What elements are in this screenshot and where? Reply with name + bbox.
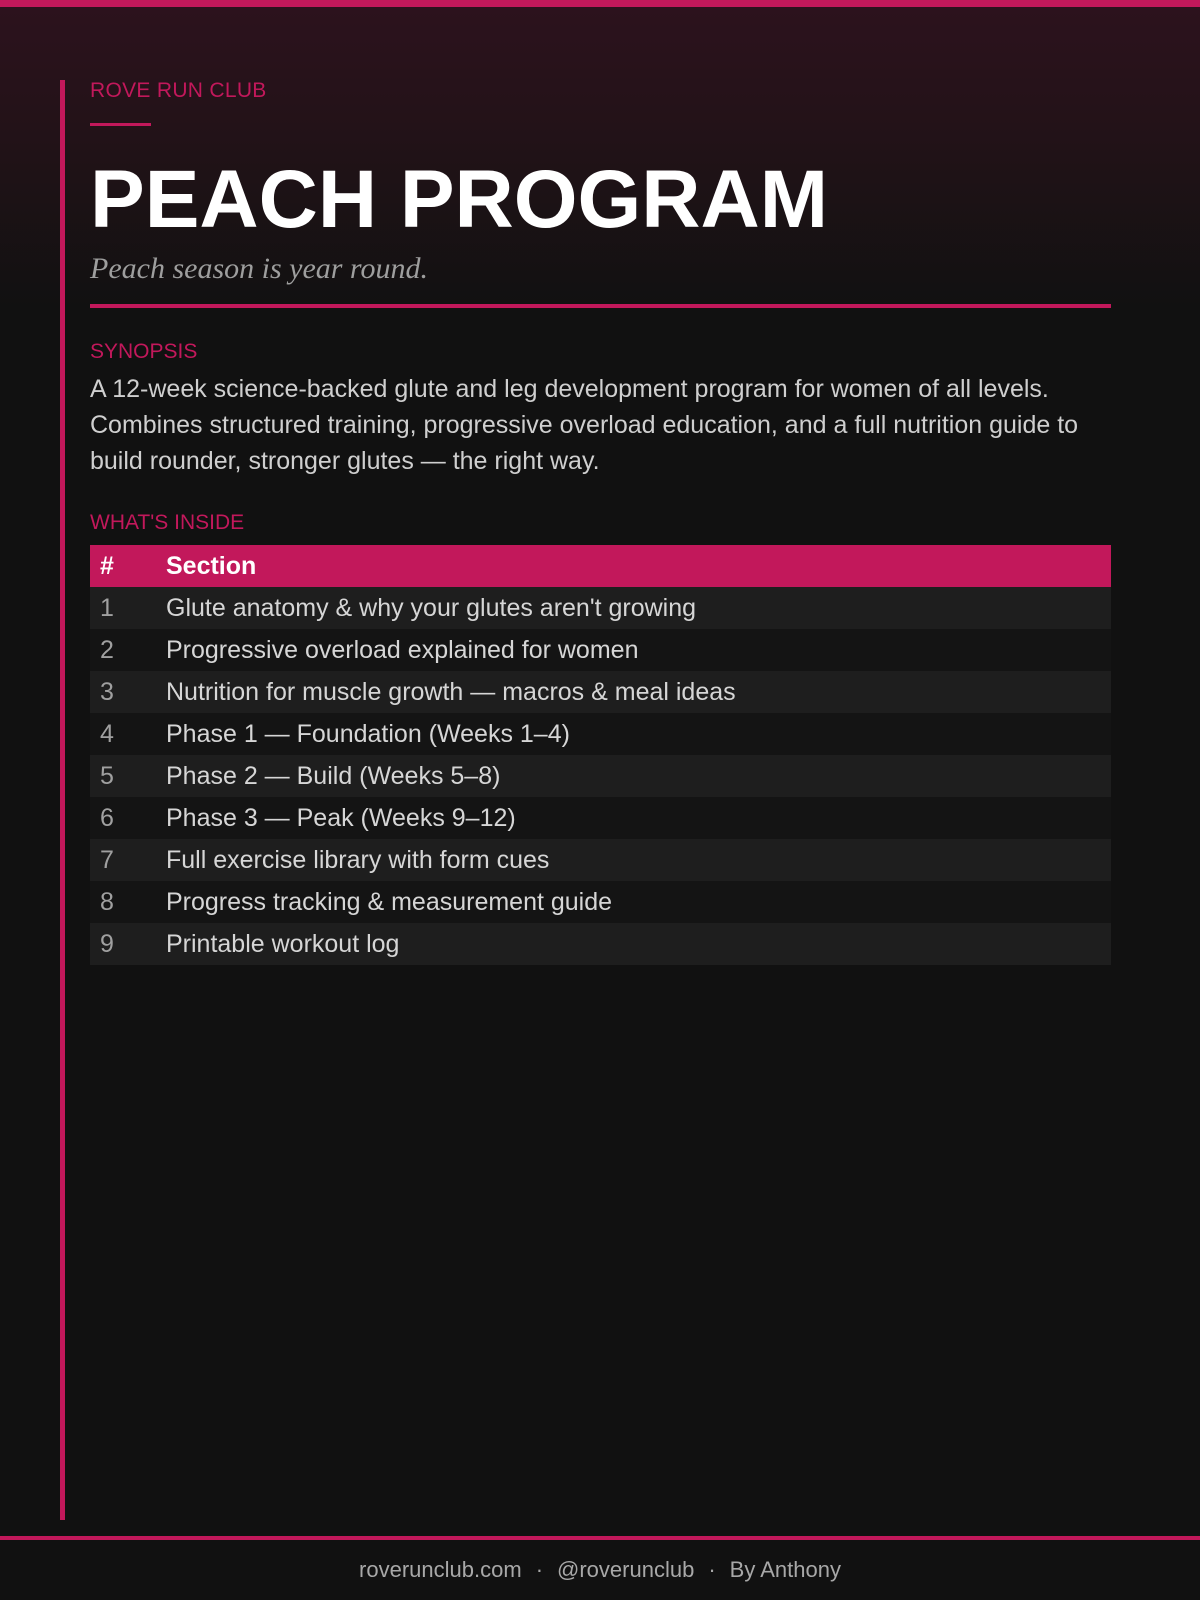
row-number: 4 [90, 713, 156, 755]
footer-separator: · [708, 1557, 716, 1582]
footer-separator: · [535, 1557, 544, 1582]
synopsis-text: A 12-week science-backed glute and leg development program for women of all levels. Combines structured training, progressive overload education, and a full nutrition guide to build rounder, stronger glutes — the right way. [90, 375, 1079, 475]
table-row [90, 839, 1111, 881]
row-section: Phase 1 — Foundation (Weeks 1–4) [156, 713, 1111, 755]
row-section: Printable workout log [156, 923, 1111, 965]
table-row [90, 797, 1111, 839]
contents-table [90, 545, 1111, 965]
footer-social-handle[interactable]: @roverunclub [557, 1557, 695, 1582]
row-number: 2 [90, 629, 156, 671]
row-number: 1 [90, 587, 156, 629]
contents-heading: WHAT'S INSIDE [90, 511, 245, 534]
row-section: Full exercise library with form cues [156, 839, 1111, 881]
tagline: Peach season is year round. [90, 252, 428, 285]
top-accent-bar [0, 0, 1200, 7]
side-accent-rule [60, 80, 65, 1520]
column-header-number: # [90, 545, 156, 587]
synopsis-heading: SYNOPSIS [90, 340, 198, 363]
row-section: Phase 2 — Build (Weeks 5–8) [156, 755, 1111, 797]
row-number: 6 [90, 797, 156, 839]
row-number: 9 [90, 923, 156, 965]
table-row [90, 587, 1111, 629]
row-section: Phase 3 — Peak (Weeks 9–12) [156, 797, 1111, 839]
row-section: Glute anatomy & why your glutes aren't growing [156, 587, 1111, 629]
title-divider [90, 304, 1111, 308]
row-number: 8 [90, 881, 156, 923]
footer [0, 1540, 1200, 1600]
page-title: PEACH PROGRAM [90, 154, 829, 245]
table-row [90, 671, 1111, 713]
table-row [90, 629, 1111, 671]
table-row [90, 755, 1111, 797]
brand-name: ROVE RUN CLUB [90, 79, 267, 102]
footer-website-link[interactable]: roverunclub.com [359, 1557, 522, 1582]
row-number: 5 [90, 755, 156, 797]
row-section: Nutrition for muscle growth — macros & meal ideas [156, 671, 1111, 713]
row-section: Progressive overload explained for women [156, 629, 1111, 671]
row-number: 3 [90, 671, 156, 713]
brand-underline [90, 123, 151, 126]
table-row [90, 923, 1111, 965]
table-header-row [90, 545, 1111, 587]
column-header-section: Section [156, 545, 1111, 587]
table-row [90, 881, 1111, 923]
table-row [90, 713, 1111, 755]
row-section: Progress tracking & measurement guide [156, 881, 1111, 923]
footer-author: By Anthony [729, 1557, 841, 1582]
row-number: 7 [90, 839, 156, 881]
